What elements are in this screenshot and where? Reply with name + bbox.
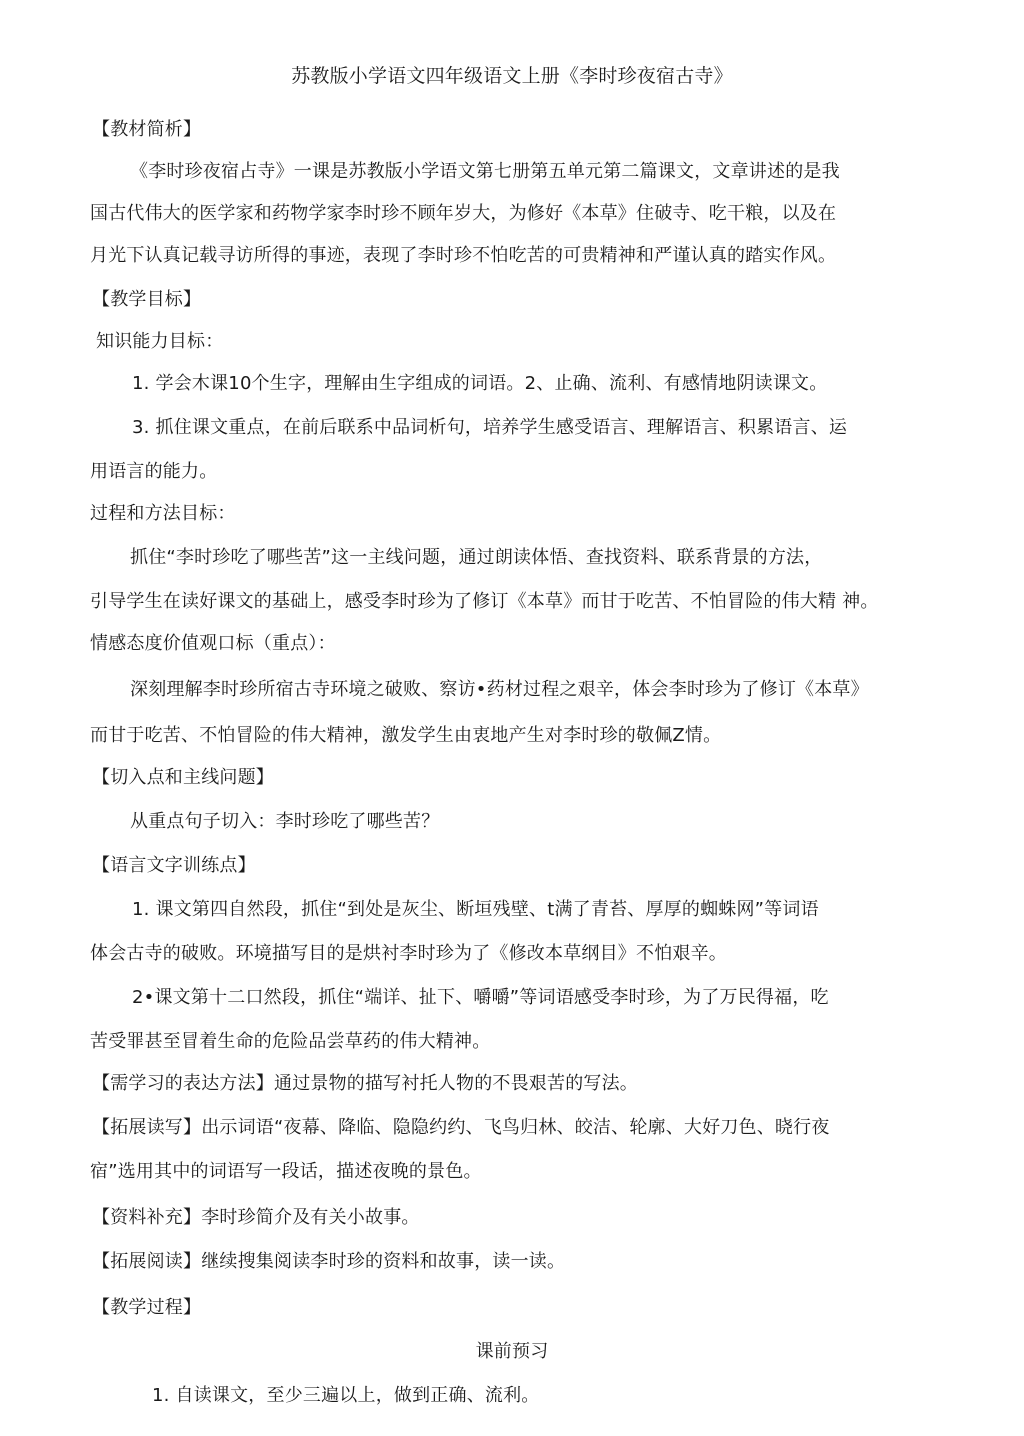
paragraph-line: 3. 抓住课文重点，在前后联系中品词析句，培养学生感受语言、理解语言、积累语言、运	[132, 417, 848, 438]
paragraph-line: 国古代伟大的医学家和药物学家李时珍不顾年岁大，为修好《本草》住破寺、吃干粮，以及在	[90, 203, 837, 224]
subheading-knowledge-goals: 知识能力目标：	[96, 331, 224, 352]
paragraph-line: 引导学生在读好课文的基础上，感受李时珍为了修订《本草》而甘于吃苦、不怕冒险的伟大精 神。	[90, 591, 879, 612]
paragraph-line: 1. 学会木课10个生字，理解由生字组成的词语。2、止确、流利、有感情地阴读课文。	[132, 373, 828, 394]
paragraph-line: 1. 课文第四自然段，抓住“到处是灰尘、断垣残壁、t满了青苔、厚厚的蜘蛛网”等词语	[132, 899, 819, 920]
section-heading-entry-point: 【切入点和主线问题】	[92, 767, 274, 788]
paragraph-expression-methods: 【需学习的表达方法】通过景物的描写衬托人物的不畏艰苦的写法。	[92, 1073, 638, 1094]
paragraph-line: 用语言的能力。	[90, 461, 218, 482]
subheading-pre-class-preview: 课前预习	[475, 1341, 549, 1362]
paragraph-line: 体会古寺的破败。环境描写目的是烘衬李时珍为了《修改本草纲目》不怕艰辛。	[90, 943, 727, 964]
paragraph-line: 苦受罪甚至冒着生命的危险品尝草药的伟大精神。	[90, 1031, 491, 1052]
paragraph-line: 深刻理解李时珍所宿古寺环境之破败、察访•药材过程之艰辛，体会李时珍为了修订《本草》	[130, 679, 869, 700]
section-heading-teaching-goals: 【教学目标】	[92, 289, 202, 310]
paragraph-line: 2•课文第十二口然段，抓住“端详、扯下、嚼嚼”等词语感受李时珍，为了万民得福，吃	[132, 987, 829, 1008]
paragraph-line: 宿”选用其中的词语写一段话，描述夜晚的景色。	[90, 1161, 482, 1182]
paragraph-line: 而甘于吃苦、不怕冒险的伟大精神，激发学生由衷地产生对李时珍的敬佩Z情。	[90, 725, 722, 746]
section-heading-textbook-analysis: 【教材简析】	[92, 119, 202, 140]
document-title: 苏教版小学语文四年级语文上册《李时珍夜宿古寺》	[291, 65, 733, 87]
section-heading-language-training: 【语言文字训练点】	[92, 855, 256, 876]
paragraph-line: 1. 自读课文，至少三遍以上，做到正确、流利。	[152, 1385, 540, 1406]
paragraph-line: 【拓展读写】出示词语“夜幕、降临、隐隐约约、飞鸟归林、皎洁、轮廓、大好刀色、晓行夜	[92, 1117, 830, 1138]
paragraph-extended-reading: 【拓展阅读】继续搜集阅读李时珍的资料和故事，读一读。	[92, 1251, 566, 1272]
paragraph-supplementary-materials: 【资料补充】李时珍简介及有关小故事。	[92, 1207, 420, 1228]
section-heading-teaching-process: 【教学过程】	[92, 1297, 202, 1318]
subheading-process-goals: 过程和方法目标：	[90, 503, 236, 524]
paragraph-line: 《李时珍夜宿占寺》一课是苏教版小学语文第七册第五单元第二篇课文，文章讲述的是我	[130, 161, 840, 182]
subheading-emotion-goals: 情感态度价值观口标（重点）：	[90, 633, 336, 654]
paragraph-line: 抓住“李时珍吃了哪些苦”这一主线问题，通过朗读体悟、查找资料、联系背景的方法，	[130, 547, 823, 568]
paragraph-line: 月光下认真记载寻访所得的事迹，表现了李时珍不怕吃苦的可贵精神和严谨认真的踏实作风。	[90, 245, 837, 266]
paragraph-line: 从重点句子切入：李时珍吃了哪些苦？	[130, 811, 440, 832]
